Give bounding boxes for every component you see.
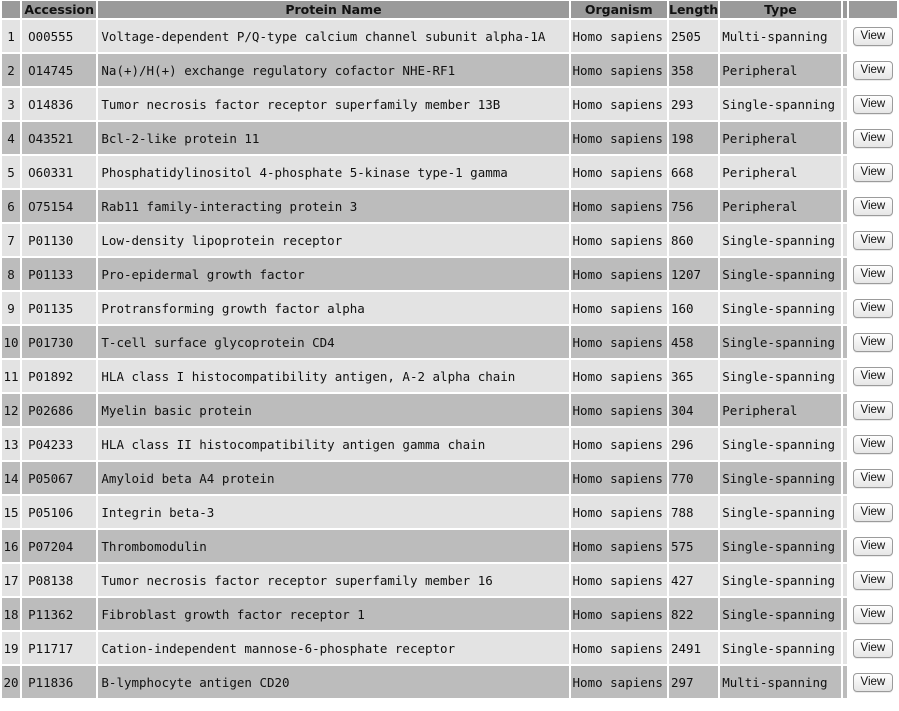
spacer-cell <box>843 530 847 562</box>
protein-name-cell: HLA class I histocompatibility antigen, A-2 alpha chain <box>98 360 568 392</box>
view-button[interactable]: View <box>853 299 894 318</box>
view-cell <box>849 496 897 528</box>
accession-cell: O14836 <box>22 88 96 120</box>
view-button[interactable]: View <box>853 571 894 590</box>
view-button[interactable]: View <box>853 673 894 692</box>
row-number: 18 <box>2 598 20 630</box>
spacer-cell <box>843 326 847 358</box>
organism-cell: Homo sapiens <box>571 666 667 698</box>
protein-name-cell: Cation-independent mannose-6-phosphate receptor <box>98 632 568 664</box>
row-number: 19 <box>2 632 20 664</box>
type-cell: Single-spanning <box>720 496 841 528</box>
spacer-cell <box>843 20 847 52</box>
length-cell: 575 <box>669 530 718 562</box>
header-num <box>2 1 20 18</box>
type-cell: Single-spanning <box>720 462 841 494</box>
row-number: 3 <box>2 88 20 120</box>
header-row <box>2 1 897 18</box>
length-cell: 2491 <box>669 632 718 664</box>
table-row <box>2 394 897 426</box>
accession-cell: P11836 <box>22 666 96 698</box>
view-cell <box>849 360 897 392</box>
spacer-cell <box>843 190 847 222</box>
protein-name-cell: Integrin beta-3 <box>98 496 568 528</box>
spacer-cell <box>843 598 847 630</box>
spacer-cell <box>843 224 847 256</box>
spacer-cell <box>843 258 847 290</box>
organism-cell: Homo sapiens <box>571 258 667 290</box>
accession-cell: O14745 <box>22 54 96 86</box>
protein-name-cell: Low-density lipoprotein receptor <box>98 224 568 256</box>
header-organism[interactable]: Organism <box>571 1 667 18</box>
organism-cell: Homo sapiens <box>571 530 667 562</box>
accession-cell: P11362 <box>22 598 96 630</box>
type-cell: Single-spanning <box>720 292 841 324</box>
organism-cell: Homo sapiens <box>571 292 667 324</box>
row-number: 11 <box>2 360 20 392</box>
spacer-cell <box>843 632 847 664</box>
protein-name-cell: Amyloid beta A4 protein <box>98 462 568 494</box>
row-number: 5 <box>2 156 20 188</box>
protein-name-cell: T-cell surface glycoprotein CD4 <box>98 326 568 358</box>
length-cell: 1207 <box>669 258 718 290</box>
view-cell <box>849 258 897 290</box>
view-button[interactable]: View <box>853 95 894 114</box>
view-button[interactable]: View <box>853 231 894 250</box>
table-row <box>2 632 897 664</box>
spacer-cell <box>843 462 847 494</box>
length-cell: 304 <box>669 394 718 426</box>
header-type[interactable]: Type <box>720 1 841 18</box>
row-number: 4 <box>2 122 20 154</box>
view-button[interactable]: View <box>853 129 894 148</box>
view-cell <box>849 326 897 358</box>
view-button[interactable]: View <box>853 435 894 454</box>
organism-cell: Homo sapiens <box>571 564 667 596</box>
protein-name-cell: Fibroblast growth factor receptor 1 <box>98 598 568 630</box>
row-number: 16 <box>2 530 20 562</box>
view-cell <box>849 54 897 86</box>
table-header <box>2 1 897 18</box>
row-number: 14 <box>2 462 20 494</box>
view-button[interactable]: View <box>853 367 894 386</box>
row-number: 7 <box>2 224 20 256</box>
accession-cell: O75154 <box>22 190 96 222</box>
accession-cell: O00555 <box>22 20 96 52</box>
table-row <box>2 326 897 358</box>
table-body <box>2 20 897 698</box>
view-button[interactable]: View <box>853 333 894 352</box>
length-cell: 296 <box>669 428 718 460</box>
accession-cell: O43521 <box>22 122 96 154</box>
view-cell <box>849 598 897 630</box>
type-cell: Peripheral <box>720 54 841 86</box>
protein-name-cell: Myelin basic protein <box>98 394 568 426</box>
organism-cell: Homo sapiens <box>571 496 667 528</box>
row-number: 15 <box>2 496 20 528</box>
protein-name-cell: Protransforming growth factor alpha <box>98 292 568 324</box>
organism-cell: Homo sapiens <box>571 326 667 358</box>
table-row <box>2 122 897 154</box>
accession-cell: P02686 <box>22 394 96 426</box>
type-cell: Peripheral <box>720 156 841 188</box>
view-button[interactable]: View <box>853 605 894 624</box>
spacer-cell <box>843 292 847 324</box>
header-protein-name[interactable]: Protein Name <box>98 1 568 18</box>
protein-name-cell: Voltage-dependent P/Q-type calcium channel subunit alpha-1A <box>98 20 568 52</box>
view-cell <box>849 156 897 188</box>
table-row <box>2 224 897 256</box>
organism-cell: Homo sapiens <box>571 122 667 154</box>
spacer-cell <box>843 428 847 460</box>
organism-cell: Homo sapiens <box>571 394 667 426</box>
length-cell: 198 <box>669 122 718 154</box>
view-cell <box>849 122 897 154</box>
table-row <box>2 190 897 222</box>
length-cell: 788 <box>669 496 718 528</box>
view-button[interactable]: View <box>853 265 894 284</box>
table-row <box>2 666 897 698</box>
spacer-cell <box>843 88 847 120</box>
accession-cell: P01892 <box>22 360 96 392</box>
accession-cell: P01730 <box>22 326 96 358</box>
row-number: 13 <box>2 428 20 460</box>
view-cell <box>849 428 897 460</box>
table-row <box>2 496 897 528</box>
type-cell: Single-spanning <box>720 88 841 120</box>
row-number: 20 <box>2 666 20 698</box>
row-number: 10 <box>2 326 20 358</box>
accession-cell: P08138 <box>22 564 96 596</box>
length-cell: 770 <box>669 462 718 494</box>
table-row <box>2 54 897 86</box>
type-cell: Peripheral <box>720 122 841 154</box>
type-cell: Single-spanning <box>720 564 841 596</box>
view-button[interactable]: View <box>853 163 894 182</box>
header-spacer <box>843 1 847 18</box>
view-button[interactable]: View <box>853 61 894 80</box>
view-button[interactable]: View <box>853 401 894 420</box>
length-cell: 160 <box>669 292 718 324</box>
protein-name-cell: Thrombomodulin <box>98 530 568 562</box>
view-cell <box>849 224 897 256</box>
table-row <box>2 530 897 562</box>
type-cell: Multi-spanning <box>720 20 841 52</box>
view-cell <box>849 190 897 222</box>
length-cell: 458 <box>669 326 718 358</box>
accession-cell: P11717 <box>22 632 96 664</box>
protein-name-cell: HLA class II histocompatibility antigen gamma chain <box>98 428 568 460</box>
length-cell: 668 <box>669 156 718 188</box>
protein-name-cell: Bcl-2-like protein 11 <box>98 122 568 154</box>
header-length[interactable]: Length <box>668 2 719 17</box>
view-button[interactable]: View <box>853 197 894 216</box>
organism-cell: Homo sapiens <box>571 20 667 52</box>
row-number: 12 <box>2 394 20 426</box>
view-button[interactable]: View <box>853 469 894 488</box>
accession-cell: P07204 <box>22 530 96 562</box>
organism-cell: Homo sapiens <box>571 428 667 460</box>
organism-cell: Homo sapiens <box>571 190 667 222</box>
view-button[interactable]: View <box>853 639 894 658</box>
view-cell <box>849 20 897 52</box>
row-number: 2 <box>2 54 20 86</box>
view-cell <box>849 292 897 324</box>
length-cell: 822 <box>669 598 718 630</box>
accession-cell: P01133 <box>22 258 96 290</box>
spacer-cell <box>843 360 847 392</box>
view-cell <box>849 88 897 120</box>
view-button[interactable]: View <box>853 503 894 522</box>
row-number: 9 <box>2 292 20 324</box>
spacer-cell <box>843 394 847 426</box>
protein-name-cell: Tumor necrosis factor receptor superfamily member 16 <box>98 564 568 596</box>
spacer-cell <box>843 564 847 596</box>
organism-cell: Homo sapiens <box>571 598 667 630</box>
view-cell <box>849 530 897 562</box>
view-cell <box>849 564 897 596</box>
table-row <box>2 292 897 324</box>
view-cell <box>849 632 897 664</box>
length-cell: 2505 <box>669 20 718 52</box>
accession-cell: P04233 <box>22 428 96 460</box>
type-cell: Single-spanning <box>720 530 841 562</box>
length-cell: 358 <box>669 54 718 86</box>
organism-cell: Homo sapiens <box>571 54 667 86</box>
view-cell <box>849 666 897 698</box>
type-cell: Single-spanning <box>720 326 841 358</box>
protein-name-cell: Tumor necrosis factor receptor superfamily member 13B <box>98 88 568 120</box>
header-action <box>849 1 897 18</box>
length-cell: 427 <box>669 564 718 596</box>
table-row <box>2 258 897 290</box>
view-button[interactable]: View <box>853 537 894 556</box>
length-cell: 860 <box>669 224 718 256</box>
length-cell: 756 <box>669 190 718 222</box>
spacer-cell <box>843 54 847 86</box>
organism-cell: Homo sapiens <box>571 360 667 392</box>
view-cell <box>849 462 897 494</box>
length-cell: 365 <box>669 360 718 392</box>
organism-cell: Homo sapiens <box>571 462 667 494</box>
table-row <box>2 428 897 460</box>
table-row <box>2 598 897 630</box>
type-cell: Peripheral <box>720 190 841 222</box>
table-row <box>2 564 897 596</box>
table-row <box>2 88 897 120</box>
spacer-cell <box>843 666 847 698</box>
organism-cell: Homo sapiens <box>571 632 667 664</box>
type-cell: Single-spanning <box>720 428 841 460</box>
accession-cell: P05067 <box>22 462 96 494</box>
table-row <box>2 20 897 52</box>
table-row <box>2 360 897 392</box>
type-cell: Single-spanning <box>720 632 841 664</box>
view-cell <box>849 394 897 426</box>
table-row <box>2 462 897 494</box>
length-cell: 297 <box>669 666 718 698</box>
type-cell: Multi-spanning <box>720 666 841 698</box>
protein-name-cell: B-lymphocyte antigen CD20 <box>98 666 568 698</box>
type-cell: Single-spanning <box>720 598 841 630</box>
type-cell: Single-spanning <box>720 224 841 256</box>
accession-cell: P01130 <box>22 224 96 256</box>
accession-cell: P01135 <box>22 292 96 324</box>
protein-name-cell: Na(+)/H(+) exchange regulatory cofactor NHE-RF1 <box>98 54 568 86</box>
spacer-cell <box>843 122 847 154</box>
protein-name-cell: Rab11 family-interacting protein 3 <box>98 190 568 222</box>
spacer-cell <box>843 156 847 188</box>
protein-name-cell: Pro-epidermal growth factor <box>98 258 568 290</box>
accession-cell: P05106 <box>22 496 96 528</box>
organism-cell: Homo sapiens <box>571 88 667 120</box>
type-cell: Peripheral <box>720 394 841 426</box>
header-accession[interactable]: Accession <box>22 1 96 18</box>
spacer-cell <box>843 496 847 528</box>
row-number: 1 <box>2 20 20 52</box>
protein-name-cell: Phosphatidylinositol 4-phosphate 5-kinase type-1 gamma <box>98 156 568 188</box>
length-cell: 293 <box>669 88 718 120</box>
row-number: 6 <box>2 190 20 222</box>
table-row <box>2 156 897 188</box>
type-cell: Single-spanning <box>720 258 841 290</box>
view-button[interactable]: View <box>853 27 894 46</box>
organism-cell: Homo sapiens <box>571 224 667 256</box>
row-number: 8 <box>2 258 20 290</box>
row-number: 17 <box>2 564 20 596</box>
organism-cell: Homo sapiens <box>571 156 667 188</box>
accession-cell: O60331 <box>22 156 96 188</box>
type-cell: Single-spanning <box>720 360 841 392</box>
